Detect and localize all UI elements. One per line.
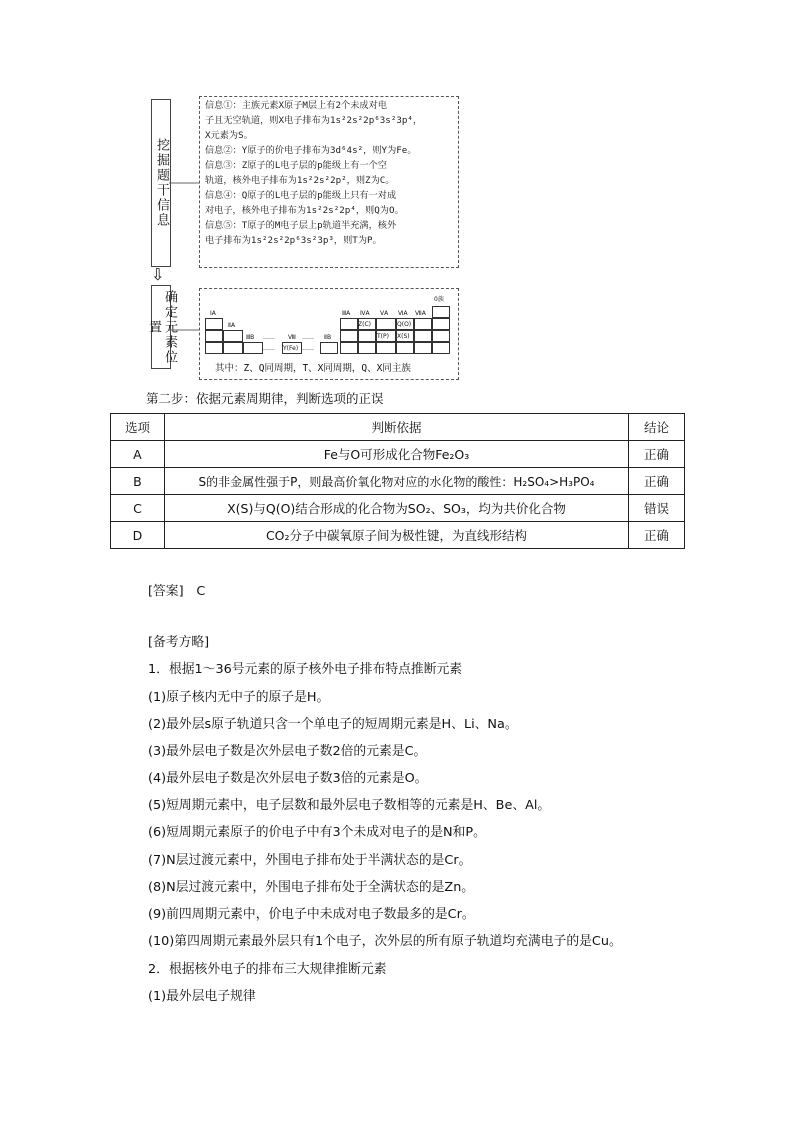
body-line: (2)最外层s原子轨道只含一个单电子的短周期元素是H、Li、Na。 — [148, 717, 518, 732]
label-dots3: …… — [263, 345, 275, 352]
arrow-down-icon: ⇩ — [151, 265, 165, 284]
info-line: 信息②：Y原子的价电子排布为3d⁶4s²，则Y为Fe。 — [205, 145, 417, 156]
label-IIB: ⅡB — [324, 334, 332, 341]
row-option: C — [111, 495, 165, 522]
row-result: 正确 — [629, 441, 685, 468]
label-IVA: ⅣA — [360, 310, 370, 317]
body-line: (8)N层过渡元素中，外围电子排布处于全满状态的是Zn。 — [148, 880, 475, 895]
label-dots4: …… — [302, 345, 314, 352]
body-line: (5)短周期元素中，电子层数和最外层电子数相等的元素是H、Be、Al。 — [148, 798, 551, 813]
answer: [答案] C — [148, 584, 206, 599]
body-line: (1)最外层电子规律 — [148, 989, 256, 1004]
body-line: 2．根据核外电子的排布三大规律推断元素 — [148, 962, 387, 977]
body-line: (3)最外层电子数是次外层电子数2倍的元素是C。 — [148, 744, 427, 759]
info-line: 轨道，核外电子排布为1s²2s²2p²，则Z为C。 — [205, 175, 395, 186]
info-text — [205, 98, 457, 248]
row-basis: X(S)与Q(O)结合形成的化合物为SO₂、SO₃，均为共价化合物 — [164, 495, 628, 522]
label-IA: ⅠA — [210, 310, 216, 317]
table-row — [111, 441, 685, 468]
label-dots2: …… — [302, 334, 314, 341]
info-line: 电子排布为1s²2s²2p⁶3s²3p³，则T为P。 — [205, 235, 382, 246]
label-VIA: ⅥA — [398, 310, 408, 317]
row-result: 错误 — [629, 495, 685, 522]
info-line: 信息③：Z原子的L电子层的p能级上有一个空 — [205, 160, 387, 171]
periodic-note: 其中：Z、Q同周期，T、X同周期，Q、X同主族 — [215, 363, 411, 374]
label-T: T(P) — [377, 333, 389, 340]
step1-box — [151, 99, 171, 267]
label-VA: ⅤA — [380, 310, 389, 317]
table-row — [111, 522, 685, 549]
label-VIII: Ⅷ — [288, 334, 296, 341]
body-line: 1．根据1～36号元素的原子核外电子排布特点推断元素 — [148, 662, 463, 677]
label-Z: Z(C) — [358, 321, 371, 328]
header-option: 选项 — [111, 414, 165, 441]
step2-title: 第二步：依据元素周期律，判断选项的正误 — [146, 391, 384, 406]
info-line: 信息④：Q原子的L电子层的p能级上只有一对成 — [205, 190, 397, 201]
label-IIIA: ⅢA — [342, 310, 351, 317]
label-group0: 0族 — [434, 296, 444, 303]
label-dots1: …… — [263, 334, 275, 341]
strategy-title: [备考方略] — [148, 635, 210, 650]
row-option: A — [111, 441, 165, 468]
row-basis: S的非金属性强于P，则最高价氧化物对应的水化物的酸性：H₂SO₄>H₃PO₄ — [164, 468, 628, 495]
label-IIIB: ⅢB — [246, 334, 255, 341]
row-result: 正确 — [629, 468, 685, 495]
table-row — [111, 468, 685, 495]
body-line: (6)短周期元素原子的价电子中有3个未成对电子的是N和P。 — [148, 825, 486, 840]
table-header-row — [111, 414, 685, 441]
body-line: (1)原子核内无中子的原子是H。 — [148, 690, 330, 705]
info-line: X元素为S。 — [205, 130, 253, 141]
label-IIA: ⅡA — [228, 322, 236, 329]
step2-box — [146, 285, 177, 369]
step2-label: 确定元素位置 — [146, 289, 177, 365]
row-basis: Fe与O可形成化合物Fe₂O₃ — [164, 441, 628, 468]
row-result: 正确 — [629, 522, 685, 549]
row-basis: CO₂分子中碳氧原子间为极性键，为直线形结构 — [164, 522, 628, 549]
body-line: (4)最外层电子数是次外层电子数3倍的元素是O。 — [148, 771, 428, 786]
label-X: X(S) — [397, 333, 410, 340]
body-line: (9)前四周期元素中，价电子中未成对电子数最多的是Cr。 — [148, 907, 475, 922]
info-line: 信息⑤：T原子的M电子层上p轨道半充满，核外 — [205, 220, 397, 231]
row-option: D — [111, 522, 165, 549]
row-option: B — [111, 468, 165, 495]
table-row — [111, 495, 685, 522]
label-Y: Y(Fe) — [283, 345, 299, 352]
body-line: (10)第四周期元素最外层只有1个电子，次外层的所有原子轨道均充满电子的是Cu。 — [148, 934, 622, 949]
judgement-table — [110, 413, 685, 549]
header-result: 结论 — [629, 414, 685, 441]
info-line: 信息①：主族元素X原子M层上有2个未成对电 — [205, 100, 387, 111]
label-Q: Q(O) — [397, 321, 412, 328]
label-VIIA: ⅦA — [415, 310, 426, 317]
step1-label: 挖掘题干信息 — [154, 138, 169, 228]
body-line: (7)N层过渡元素中，外围电子排布处于半满状态的是Cr。 — [148, 853, 472, 868]
info-line: 对电子，核外电子排布为1s²2s²2p⁴，则Q为O。 — [205, 205, 404, 216]
header-basis: 判断依据 — [164, 414, 628, 441]
info-line: 子且无空轨道，则X电子排布为1s²2s²2p⁶3s²3p⁴， — [205, 115, 423, 126]
